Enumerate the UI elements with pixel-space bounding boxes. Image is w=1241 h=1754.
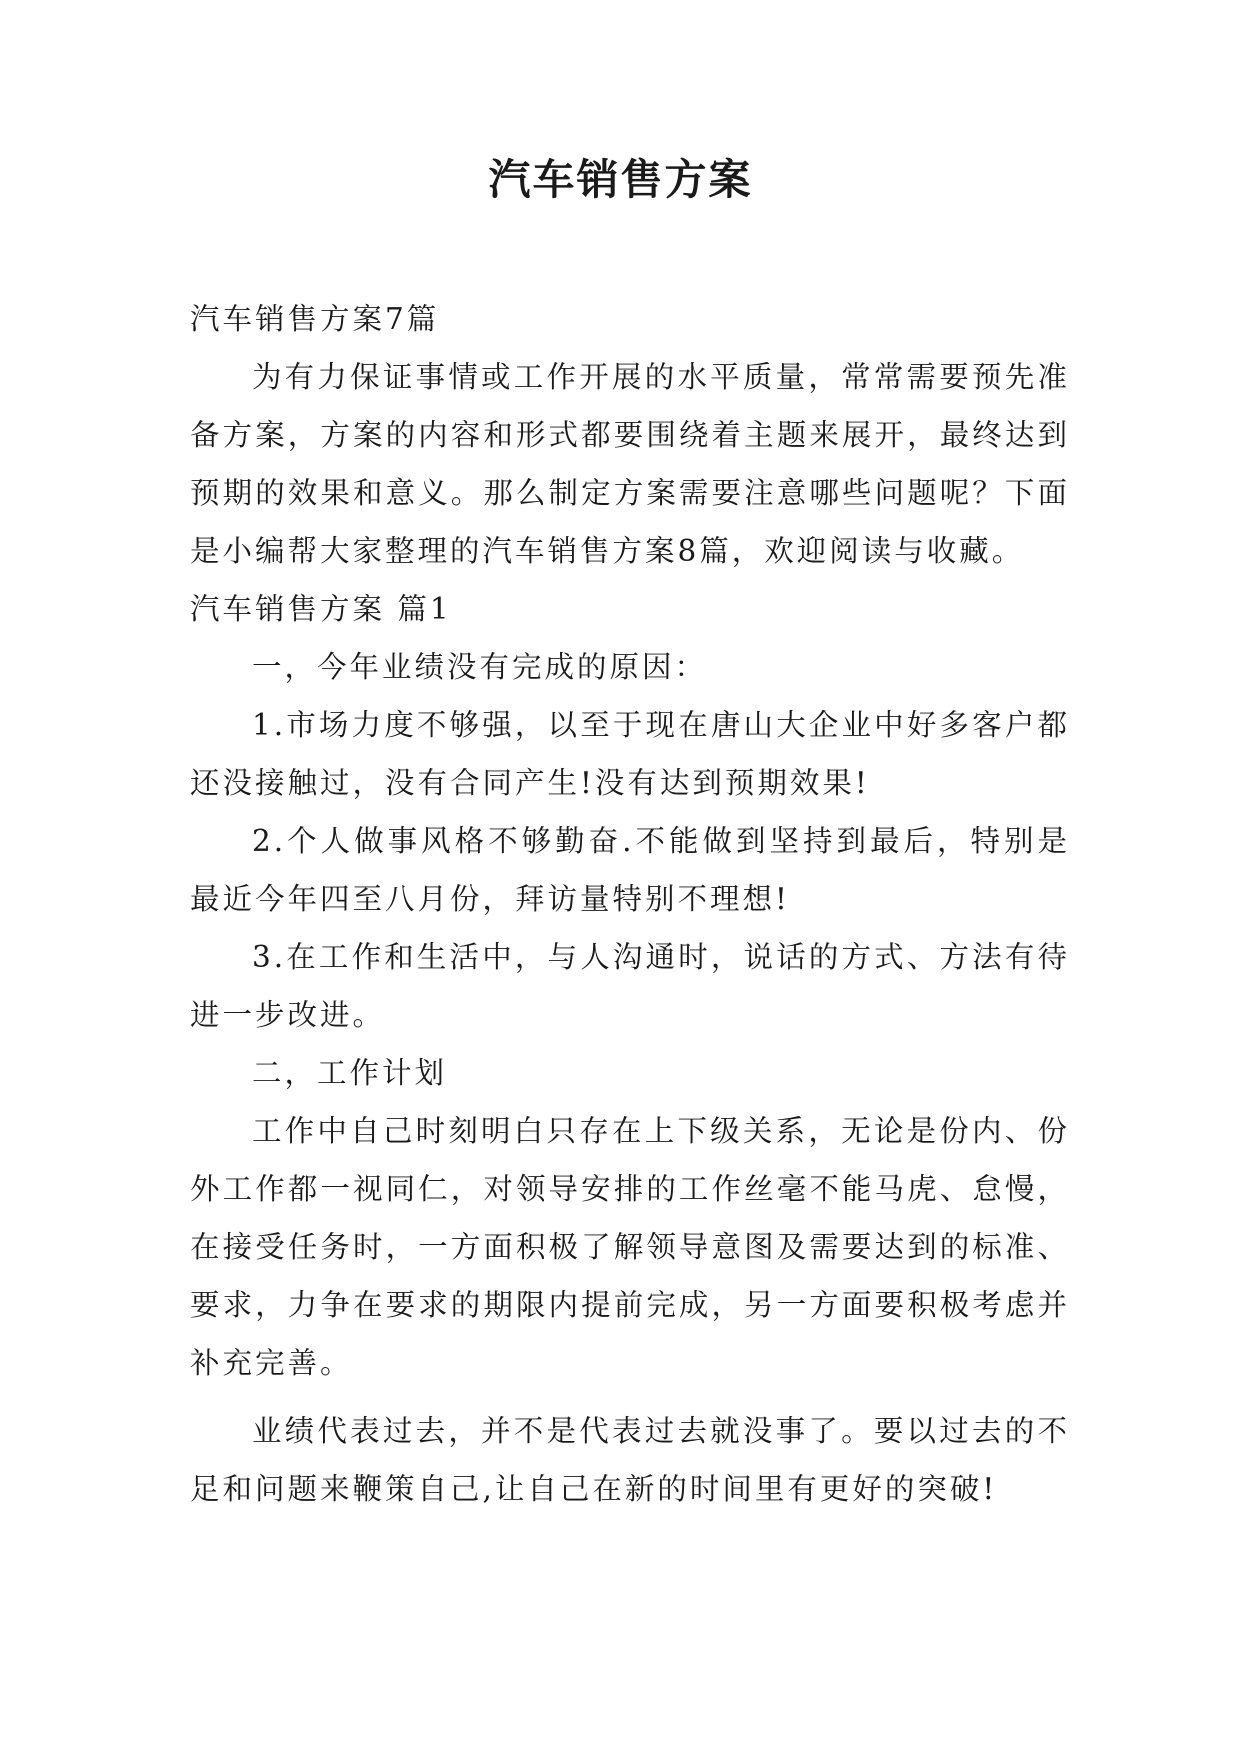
document-body	[190, 290, 1070, 1518]
section-heading-reasons: 一，今年业绩没有完成的原因：	[251, 650, 707, 684]
closing-paragraph: 业绩代表过去，并不是代表过去就没事了。要以过去的不足和问题来鞭策自己,让自己在新的时间里有更好的突破!	[190, 1414, 1070, 1506]
work-plan-paragraph: 工作中自己时刻明白只存在上下级关系，无论是份内、份外工作都一视同仁，对领导安排的工作丝毫不能马虎、怠慢，在接受任务时，一方面积极了解领导意图及需要达到的标准、要求，力争在要求的期限内提前完成，另一方面要积极考虑并补充完善。	[190, 1114, 1070, 1380]
section-heading-work-plan: 二，工作计划	[251, 1056, 447, 1090]
reason-item-2: 2.个人做事风格不够勤奋.不能做到坚持到最后，特别是最近今年四至八月份，拜访量特别不理想!	[190, 824, 1070, 916]
section-heading-part-1: 汽车销售方案 篇1	[190, 592, 452, 626]
document-subtitle: 汽车销售方案7篇	[190, 302, 440, 336]
reason-item-1: 1.市场力度不够强，以至于现在唐山大企业中好多客户都还没接触过，没有合同产生!没有达到预期效果!	[190, 708, 1070, 800]
intro-paragraph: 为有力保证事情或工作开展的水平质量，常常需要预先准备方案，方案的内容和形式都要围绕着主题来展开，最终达到预期的效果和意义。那么制定方案需要注意哪些问题呢？下面是小编帮大家整理的汽车销售方案8篇，欢迎阅读与收藏。	[190, 360, 1070, 568]
reason-item-3: 3.在工作和生活中，与人沟通时，说话的方式、方法有待进一步改进。	[190, 940, 1070, 1032]
document-title: 汽车销售方案	[488, 155, 753, 204]
